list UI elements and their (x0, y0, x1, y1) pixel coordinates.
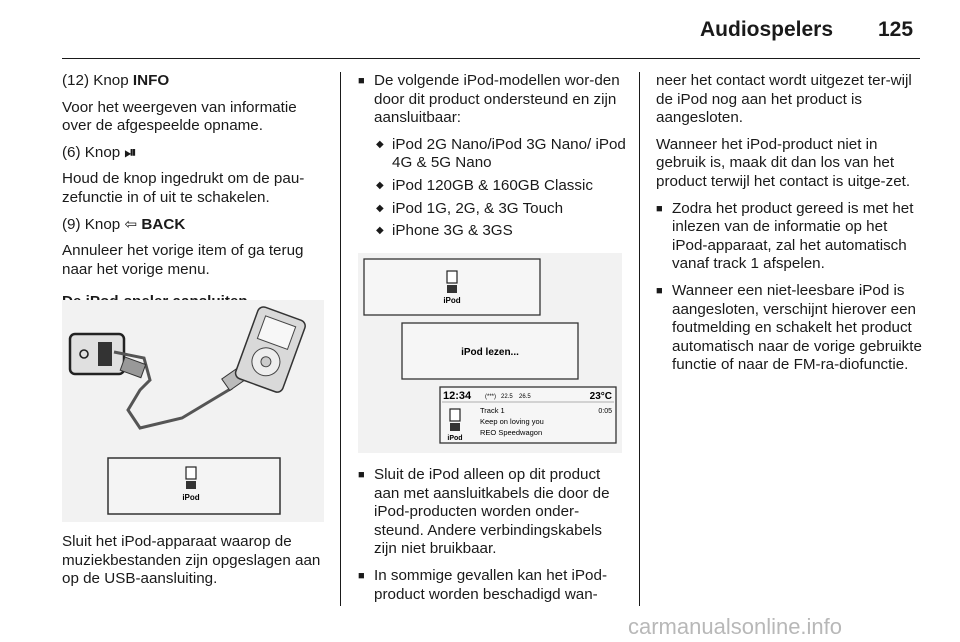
bullet-item: ■ De volgende iPod-modellen wor-den door dit product ondersteund en zijn aansluitbaar: (358, 72, 626, 128)
back-button-line: (9) Knop ⇦ BACK (62, 215, 186, 233)
column-1 (62, 72, 324, 320)
play-pause-button-line: (6) Knop ⏯ (62, 143, 137, 161)
bullet-item: ■ In sommige gevallen kan het iPod-product worden beschadigd wan- (358, 567, 626, 604)
header-rule (62, 58, 920, 59)
column-1-lower (62, 533, 324, 597)
info-button-line: (12) Knop INFO (62, 72, 170, 89)
status-value: 26.5 (519, 394, 531, 400)
track-label: Track 1 (480, 406, 505, 415)
bullet-item: ■ Zodra het product gereed is met het inlezen van de informatie op het iPod-apparaat, zal het automatisch vanaf track 1 afspelen. (656, 200, 924, 274)
screen-ipod-label: iPod (447, 435, 463, 442)
status-indicator: (***) (485, 394, 497, 400)
status-value: 22.5 (501, 394, 513, 400)
page-header-title: Audiospelers (700, 18, 834, 41)
paragraph: Wanneer het iPod-product niet in gebruik is, maak dit dan los van het product terwijl het contact is uitge-zet. (656, 135, 911, 190)
ipod-screens-figure (358, 253, 622, 453)
ipod-connection-figure (62, 300, 324, 522)
clock-readout: 12:34 (443, 390, 472, 402)
bullet-item: ■ Wanneer een niet-leesbare iPod is aangesloten, verschijnt hierover een foutmelding en schakelt het product automatisch naar de vorige gebruikte functie of naar de FM-ra-diofunctie. (656, 282, 924, 375)
ipod-screens-illustration (358, 253, 622, 453)
elapsed-time: 0:05 (598, 408, 612, 415)
play-pause-icon: ⏯ (124, 143, 137, 161)
song-title: Keep on loving you (480, 417, 544, 426)
paragraph: Annuleer het vorige item of ga terug naar het vorige menu. (62, 242, 304, 278)
model-list-item: ◆ iPhone 3G & 3GS (358, 222, 626, 241)
artist-name: REO Speedwagon (480, 428, 543, 437)
back-key-label: BACK (141, 215, 186, 233)
screen-ipod-label: iPod (443, 296, 461, 305)
column-divider (340, 72, 341, 606)
model-list-item: ◆ iPod 120GB & 160GB Classic (358, 177, 626, 196)
paragraph: Houd de knop ingedrukt om de pau-zefunctie in of uit te schakelen. (62, 170, 305, 206)
model-list-item: ◆ iPod 2G Nano/iPod 3G Nano/ iPod 4G & 5G Nano (358, 136, 626, 173)
column-2-lower (358, 466, 626, 612)
info-key-label: INFO (132, 72, 170, 89)
paragraph: Sluit het iPod-apparaat waarop de muziekbestanden zijn opgeslagen aan op de USB-aansluiting. (62, 533, 321, 588)
temperature-readout: 23°C (589, 391, 612, 402)
page-number: 125 (878, 18, 914, 41)
column-3 (656, 72, 924, 383)
paragraph: neer het contact wordt uitgezet ter-wijl de iPod nog aan het product is aangesloten. (656, 72, 912, 127)
paragraph: Voor het weergeven van informatie over de afgespeelde opname. (62, 98, 297, 135)
reading-message: iPod lezen... (461, 347, 519, 358)
bullet-item: ■ Sluit de iPod alleen op dit product aan met aansluitkabels die door de iPod-producten worden onder-steund. Andere verbindingskabels zijn niet bruikbaar. (358, 466, 626, 559)
model-list-item: ◆ iPod 1G, 2G, & 3G Touch (358, 200, 626, 219)
column-divider (639, 72, 640, 606)
footer-watermark: carmanualsonline.info (628, 614, 843, 639)
screen-ipod-label: iPod (182, 493, 200, 502)
column-2 (358, 72, 626, 245)
ipod-connection-illustration (62, 300, 324, 522)
